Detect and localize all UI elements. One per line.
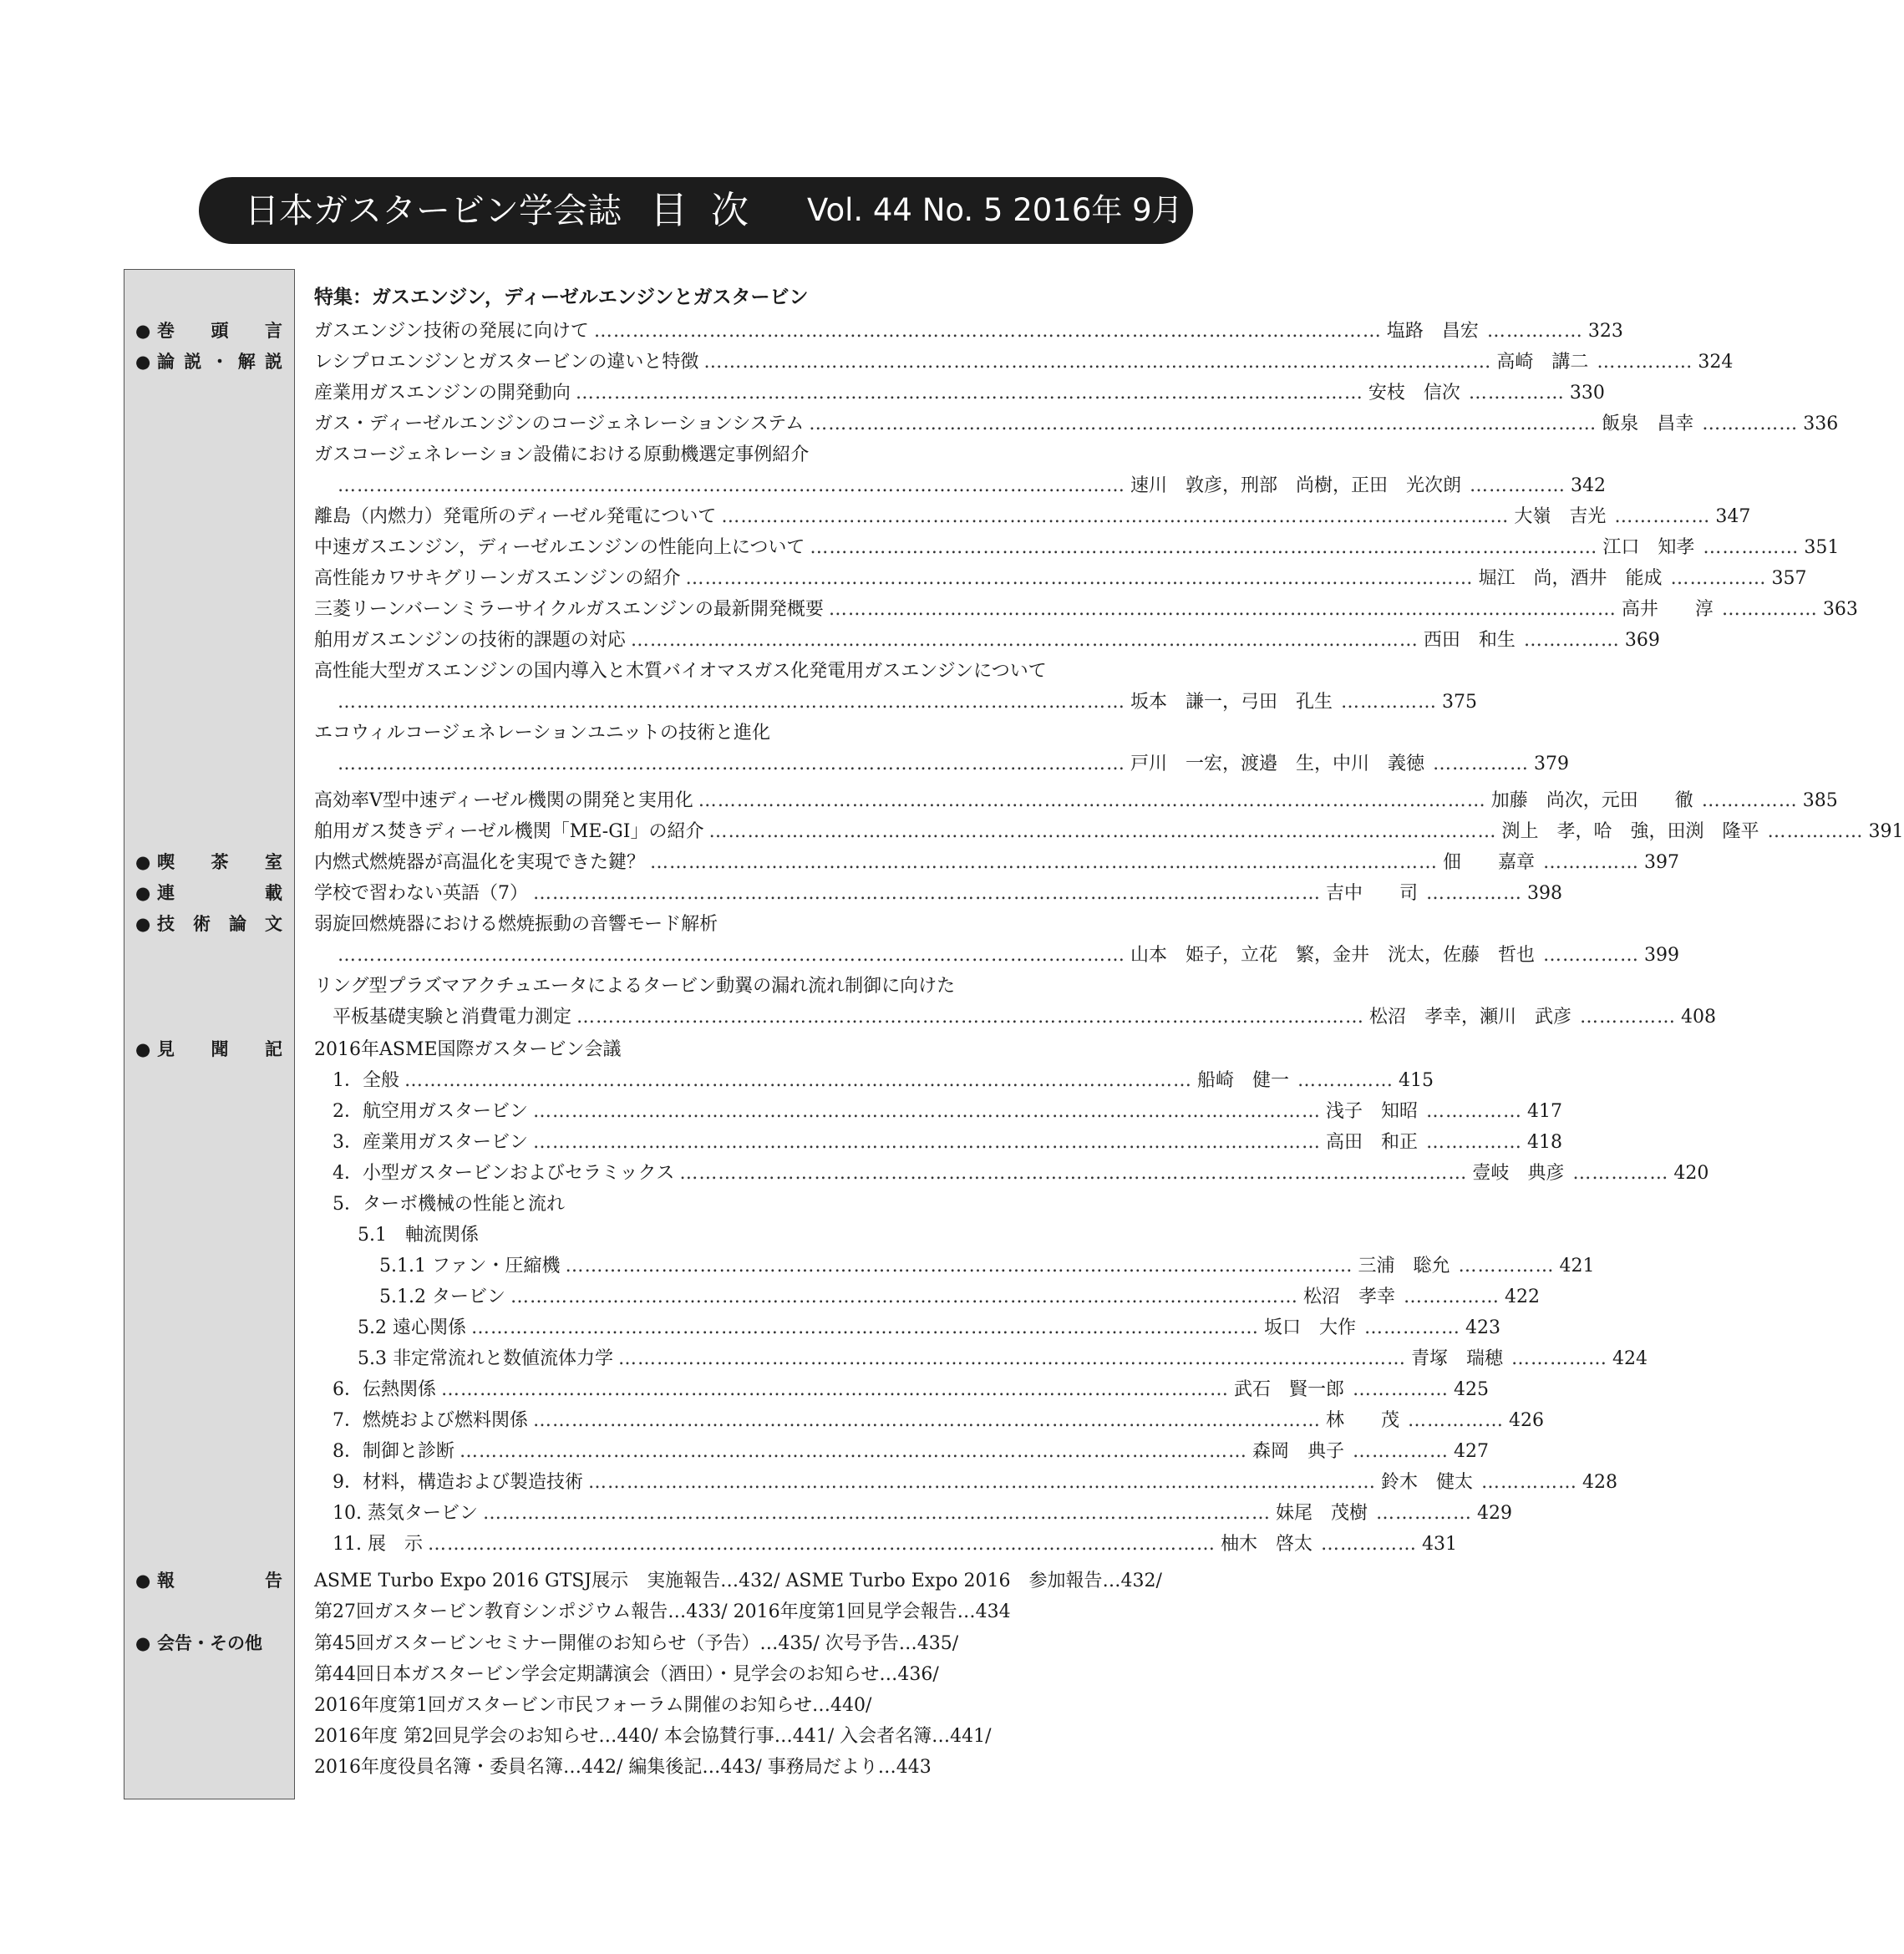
asme-subsection: 5．ターボ機械の性能と流れ <box>333 1194 565 1215</box>
toc-entry-title[interactable]: 高性能大型ガスエンジンの国内導入と木質バイオマスガス化発電用ガスエンジンについて <box>314 661 1047 682</box>
category-technical: ● 技術論文 <box>135 914 282 934</box>
toc-entry-authors[interactable]: …………………………………………………………………………………………………………… 速川 敦彦，刑部 尚樹，正田 光次朗 …………… 342 <box>338 475 1607 496</box>
toc-entry-title[interactable]: ガスコージェネレーション設備における原動機選定事例紹介 <box>314 444 810 465</box>
toc-entry[interactable]: レシプロエンジンとガスタービンの違いと特徴 …………………………………………………………………………………………………………… 高崎 講二 …………… 324 <box>314 352 1734 373</box>
toc-entry[interactable]: ガスエンジン技術の発展に向けて …………………………………………………………………………………………………………… 塩路 昌宏 …………… 323 <box>314 321 1623 342</box>
volume-issue: Vol. 44 No. 5 2016年 9月 <box>807 192 1183 228</box>
asme-item[interactable]: 2．航空用ガスタービン …………………………………………………………………………………………………………… 浅子 知昭 …………… 417 <box>333 1101 1563 1122</box>
notice-line[interactable]: 第45回ガスタービンセミナー開催のお知らせ（予告）…435/ 次号予告…435/ <box>314 1633 959 1654</box>
asme-item[interactable]: 5.2 遠心関係 …………………………………………………………………………………………………………… 坂口 大作 …………… 423 <box>358 1317 1500 1338</box>
toc-entry[interactable]: 中速ガスエンジン，ディーゼルエンジンの性能向上について …………………………………………………………………………………………………………… 江口 知孝 …………… 351 <box>314 537 1840 558</box>
toc-entry[interactable]: ガス・ディーゼルエンジンのコージェネレーションシステム …………………………………………………………………………………………………………… 飯泉 昌幸 …………… 336 <box>314 414 1839 434</box>
asme-item[interactable]: 11. 展 示 …………………………………………………………………………………………………………… 柚木 啓太 …………… 431 <box>333 1534 1457 1555</box>
asme-item[interactable]: 7．燃焼および燃料関係 …………………………………………………………………………………………………………… 林 茂 …………… 426 <box>333 1410 1545 1431</box>
category-teahouse: ● 喫茶室 <box>135 852 282 872</box>
asme-item[interactable]: 8．制御と診断 …………………………………………………………………………………………………………… 森岡 典子 …………… 427 <box>333 1441 1490 1462</box>
toc-entry[interactable]: 舶用ガスエンジンの技術的課題の対応 …………………………………………………………………………………………………………… 西田 和生 …………… 369 <box>314 630 1660 651</box>
notice-line[interactable]: 2016年度第1回ガスタービン市民フォーラム開催のお知らせ…440/ <box>314 1695 872 1716</box>
toc-entry[interactable]: 高性能カワサキグリーンガスエンジンの紹介 …………………………………………………………………………………………………………… 堀江 尚，酒井 能成 …………… 357 <box>314 568 1807 589</box>
asme-item[interactable]: 1．全般 …………………………………………………………………………………………………………… 船崎 健一 …………… 415 <box>333 1070 1434 1091</box>
journal-title: 日本ガスタービン学会誌 <box>245 190 622 231</box>
notice-line[interactable]: 2016年度 第2回見学会のお知らせ…440/ 本会協賛行事…441/ 入会者名簿…441/ <box>314 1726 992 1747</box>
asme-item[interactable]: 5.1.2 タービン …………………………………………………………………………………………………………… 松沼 孝幸 …………… 422 <box>379 1287 1540 1307</box>
toc-entry[interactable]: 三菱リーンバーンミラーサイクルガスエンジンの最新開発概要 …………………………………………………………………………………………………………… 高井 淳 …………… 363 <box>314 599 1858 620</box>
toc-entry[interactable]: 産業用ガスエンジンの開発動向 …………………………………………………………………………………………………………… 安枝 信次 …………… 330 <box>314 383 1605 403</box>
toc-entry[interactable]: 内燃式燃焼器が高温化を実現できた鍵？ …………………………………………………………………………………………………………… 佃 嘉章 …………… 397 <box>314 852 1680 873</box>
header-banner <box>199 177 1193 244</box>
category-report: ● 報告 <box>135 1571 282 1591</box>
report-line[interactable]: 第27回ガスタービン教育シンポジウム報告…433/ 2016年度第1回見学会報告…434 <box>314 1601 1011 1622</box>
report-line[interactable]: ASME Turbo Expo 2016 GTSJ展示 実施報告…432/ ASME Turbo Expo 2016 参加報告…432/ <box>314 1571 1162 1591</box>
toc-entry-authors[interactable]: …………………………………………………………………………………………………………… 坂本 謙一，弓田 孔生 …………… 375 <box>338 692 1478 713</box>
asme-item[interactable]: 6．伝熱関係 …………………………………………………………………………………………………………… 武石 賢一郎 …………… 425 <box>333 1379 1490 1400</box>
toc-entry[interactable]: 高効率V型中速ディーゼル機関の開発と実用化 …………………………………………………………………………………………………………… 加藤 尚次，元田 徹 …………… 385 <box>314 790 1838 811</box>
toc-entry-authors[interactable]: …………………………………………………………………………………………………………… 戸川 一宏，渡邉 生，中川 義徳 …………… 379 <box>338 754 1570 774</box>
toc-entry[interactable]: 離島（内燃力）発電所のディーゼル発電について …………………………………………………………………………………………………………… 大嶺 吉光 …………… 347 <box>314 506 1751 527</box>
special-feature-title: 特集：ガスエンジン，ディーゼルエンジンとガスタービン <box>314 287 809 308</box>
notice-line[interactable]: 第44回日本ガスタービン学会定期講演会（酒田）・見学会のお知らせ…436/ <box>314 1664 939 1685</box>
category-notice: ● 会告・その他 <box>135 1633 262 1653</box>
toc-entry[interactable]: 平板基礎実験と消費電力測定 …………………………………………………………………………………………………………… 松沼 孝幸，瀬川 武彦 …………… 408 <box>333 1007 1717 1028</box>
asme-item[interactable]: 5.1.1 ファン・圧縮機 …………………………………………………………………………………………………………… 三浦 聡允 …………… 421 <box>379 1256 1595 1276</box>
asme-item[interactable]: 3．産業用ガスタービン …………………………………………………………………………………………………………… 高田 和正 …………… 418 <box>333 1132 1563 1153</box>
toc-entry-title[interactable]: エコウィルコージェネレーションユニットの技術と進化 <box>314 723 771 744</box>
toc-entry[interactable]: 学校で習わない英語（7） …………………………………………………………………………………………………………… 吉中 司 …………… 398 <box>314 883 1563 904</box>
category-report-visit: ● 見聞記 <box>135 1039 282 1059</box>
toc-entry-authors[interactable]: …………………………………………………………………………………………………………… 山本 姫子，立花 繁，金井 洸太，佐藤 哲也 …………… 399 <box>338 945 1680 966</box>
toc-entry-title[interactable]: 弱旋回燃焼器における燃焼振動の音響モード解析 <box>314 914 718 935</box>
asme-item[interactable]: 10. 蒸気タービン …………………………………………………………………………………………………………… 妹尾 茂樹 …………… 429 <box>333 1503 1512 1524</box>
asme-item[interactable]: 4．小型ガスタービンおよびセラミックス …………………………………………………………………………………………………………… 壹岐 典彦 …………… 420 <box>333 1163 1709 1184</box>
category-foreword: ● 巻頭言 <box>135 321 282 341</box>
asme-section-title: 2016年ASME国際ガスタービン会議 <box>314 1039 622 1060</box>
toc-entry-title[interactable]: リング型プラズマアクチュエータによるタービン動翼の漏れ流れ制御に向けた <box>314 976 956 997</box>
asme-subsection: 5.1 軸流関係 <box>358 1225 479 1246</box>
asme-item[interactable]: 5.3 非定常流れと数値流体力学 …………………………………………………………………………………………………………… 青塚 瑞穂 …………… 424 <box>358 1348 1648 1369</box>
category-serial: ● 連載 <box>135 883 282 903</box>
toc-entry[interactable]: 舶用ガス焚きディーゼル機関「ME-GI」の紹介 …………………………………………………………………………………………………………… 渕上 孝，哈 強，田渕 隆平 …………… 391 <box>314 821 1904 842</box>
notice-line[interactable]: 2016年度役員名簿・委員名簿…442/ 編集後記…443/ 事務局だより…443 <box>314 1757 932 1778</box>
category-review: ● 論説・解説 <box>135 352 282 372</box>
asme-item[interactable]: 9．材料，構造および製造技術 …………………………………………………………………………………………………………… 鈴木 健太 …………… 428 <box>333 1472 1618 1493</box>
contents-heading: 目次 <box>650 188 773 232</box>
